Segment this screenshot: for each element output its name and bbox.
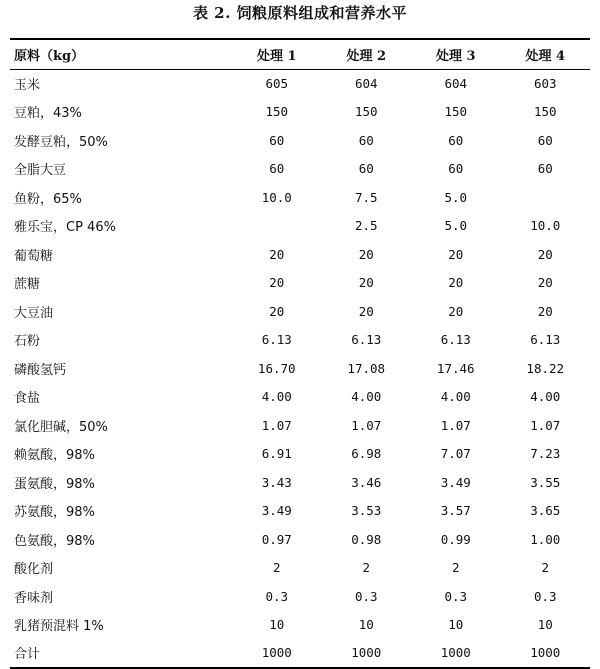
table-row xyxy=(10,126,590,155)
table-header xyxy=(10,39,590,69)
treatment-2-value: 4.00 xyxy=(351,389,382,405)
treatment-2-value: 0.98 xyxy=(351,531,382,547)
treatment-4-value: 18.22 xyxy=(526,360,565,376)
ingredient-name: 苏氨酸，98% xyxy=(14,505,95,521)
ingredient-name: 葡萄糖 xyxy=(14,248,54,264)
treatment-3-value: 20 xyxy=(448,303,464,319)
ingredient-name: 乳猪预混料 1% xyxy=(14,619,104,635)
table-row xyxy=(10,611,590,640)
header-row xyxy=(10,39,590,69)
treatment-3-value: 150 xyxy=(444,104,468,120)
table-row xyxy=(10,497,590,526)
table-row xyxy=(10,297,590,326)
treatment-4-value: 10.0 xyxy=(530,218,561,234)
treatment-1-value: 605 xyxy=(265,76,289,91)
treatment-4-value: 1000 xyxy=(501,639,591,668)
treatment-4-value: 7.23 xyxy=(530,446,561,462)
treatment-2-value: 7.5 xyxy=(354,189,378,205)
ingredient-name: 大豆油 xyxy=(14,305,54,321)
treatment-3-value: 604 xyxy=(444,76,468,91)
treatment-3-value: 6.13 xyxy=(440,332,471,348)
table-row xyxy=(10,440,590,469)
ingredient-name: 色氨酸，98% xyxy=(14,533,95,549)
header-treatment-4: 处理 4 xyxy=(501,39,591,69)
treatment-2-value: 20 xyxy=(358,275,374,291)
treatment-3-value: 7.07 xyxy=(440,446,471,462)
treatment-4-value: 1.07 xyxy=(530,417,561,433)
ingredient-name: 香味剂 xyxy=(14,590,54,606)
table-row xyxy=(10,183,590,212)
table-row xyxy=(10,354,590,383)
treatment-3-value: 0.3 xyxy=(444,588,468,604)
treatment-1-value: 3.49 xyxy=(261,503,292,519)
table-row xyxy=(10,69,590,98)
ingredient-name: 鱼粉，65% xyxy=(14,191,82,207)
ingredient-name: 赖氨酸，98% xyxy=(14,448,95,464)
ingredient-name: 发酵豆粕，50% xyxy=(14,134,108,150)
treatment-1-value: 16.70 xyxy=(257,360,296,376)
ingredient-name: 豆粕，43% xyxy=(14,106,82,122)
ingredient-name: 雅乐宝，CP 46% xyxy=(14,220,116,236)
treatment-4-value: 4.00 xyxy=(530,389,561,405)
treatment-1-value: 150 xyxy=(265,104,289,120)
treatment-4-value: 150 xyxy=(533,104,557,120)
treatment-2-value: 17.08 xyxy=(347,360,386,376)
treatment-3-value: 1000 xyxy=(411,639,501,668)
treatment-4-value: 60 xyxy=(537,132,553,148)
treatment-3-value: 3.49 xyxy=(440,474,471,490)
treatment-1-value: 6.91 xyxy=(261,446,292,462)
treatment-4-value: 1.00 xyxy=(530,531,561,547)
treatment-2-value: 60 xyxy=(358,132,374,148)
feed-composition-table xyxy=(10,38,590,669)
treatment-4-value: 60 xyxy=(537,161,553,177)
header-treatment-3: 处理 3 xyxy=(411,39,501,69)
treatment-3-value: 4.00 xyxy=(440,389,471,405)
treatment-1-value: 60 xyxy=(269,161,285,177)
table-body xyxy=(10,69,590,668)
treatment-1-value: 2 xyxy=(272,560,281,576)
table-row xyxy=(10,212,590,241)
table-row xyxy=(10,240,590,269)
ingredient-name: 氯化胆碱，50% xyxy=(14,419,108,435)
treatment-4-value: 20 xyxy=(537,275,553,291)
treatment-3-value: 0.99 xyxy=(440,531,471,547)
table-row xyxy=(10,468,590,497)
table-row xyxy=(10,411,590,440)
treatment-1-value: 6.13 xyxy=(261,332,292,348)
treatment-2-value: 0.3 xyxy=(354,588,378,604)
treatment-2-value: 20 xyxy=(358,246,374,262)
treatment-2-value: 6.13 xyxy=(351,332,382,348)
treatment-4-value: 3.55 xyxy=(530,474,561,490)
ingredient-name: 酸化剂 xyxy=(14,562,54,578)
treatment-3-value: 3.57 xyxy=(440,503,471,519)
treatment-2-value: 1.07 xyxy=(351,417,382,433)
treatment-4-value: 20 xyxy=(537,246,553,262)
treatment-3-value: 60 xyxy=(448,132,464,148)
table-row xyxy=(10,269,590,298)
treatment-1-value: 20 xyxy=(269,275,285,291)
treatment-1-value: 0.97 xyxy=(261,531,292,547)
treatment-2-value: 150 xyxy=(354,104,378,120)
treatment-3-value: 60 xyxy=(448,161,464,177)
treatment-2-value: 604 xyxy=(354,76,378,91)
table-row xyxy=(10,525,590,554)
treatment-3-value: 10 xyxy=(448,617,464,633)
table-row xyxy=(10,639,590,668)
treatment-2-value: 10 xyxy=(358,617,374,633)
treatment-4-value: 3.65 xyxy=(530,503,561,519)
treatment-2-value: 20 xyxy=(358,303,374,319)
treatment-3-value: 5.0 xyxy=(444,189,468,205)
table-row xyxy=(10,155,590,184)
ingredient-name: 食盐 xyxy=(14,391,41,407)
table-row xyxy=(10,383,590,412)
treatment-4-value: 6.13 xyxy=(530,332,561,348)
treatment-2-value: 3.46 xyxy=(351,474,382,490)
ingredient-name: 石粉 xyxy=(14,334,41,350)
treatment-3-value: 20 xyxy=(448,246,464,262)
treatment-1-value: 3.43 xyxy=(261,474,292,490)
header-ingredient: 原料（kg） xyxy=(10,39,232,69)
treatment-1-value: 20 xyxy=(269,303,285,319)
treatment-3-value: 2 xyxy=(451,560,460,576)
treatment-1-value: 60 xyxy=(269,132,285,148)
treatment-1-value: 0.3 xyxy=(265,588,289,604)
treatment-2-value: 6.98 xyxy=(351,446,382,462)
treatment-3-value: 1.07 xyxy=(440,417,471,433)
treatment-4-value: 10 xyxy=(537,617,553,633)
ingredient-name: 蔗糖 xyxy=(14,277,41,293)
treatment-1-value xyxy=(232,212,322,241)
treatment-1-value: 1000 xyxy=(232,639,322,668)
treatment-1-value: 10.0 xyxy=(261,189,292,205)
ingredient-name: 磷酸氢钙 xyxy=(14,362,67,378)
table-row xyxy=(10,326,590,355)
treatment-2-value: 1000 xyxy=(322,639,412,668)
header-treatment-2: 处理 2 xyxy=(322,39,412,69)
table-row xyxy=(10,554,590,583)
ingredient-name: 蛋氨酸，98% xyxy=(14,476,95,492)
ingredient-name: 合计 xyxy=(10,639,232,668)
treatment-2-value: 2 xyxy=(362,560,371,576)
treatment-1-value: 4.00 xyxy=(261,389,292,405)
ingredient-name: 全脂大豆 xyxy=(14,163,67,179)
table-title: 表 2. 饲粮原料组成和营养水平 xyxy=(192,4,408,22)
treatment-4-value: 0.3 xyxy=(533,588,557,604)
treatment-1-value: 1.07 xyxy=(261,417,292,433)
table-row xyxy=(10,98,590,127)
treatment-4-value: 603 xyxy=(533,76,557,91)
header-treatment-1: 处理 1 xyxy=(232,39,322,69)
treatment-3-value: 5.0 xyxy=(444,218,468,234)
treatment-1-value: 10 xyxy=(269,617,285,633)
table-row xyxy=(10,582,590,611)
treatment-3-value: 20 xyxy=(448,275,464,291)
treatment-2-value: 3.53 xyxy=(351,503,382,519)
treatment-4-value: 2 xyxy=(541,560,550,576)
treatment-4-value: 20 xyxy=(537,303,553,319)
treatment-4-value xyxy=(501,183,591,212)
ingredient-name: 玉米 xyxy=(14,78,41,93)
treatment-2-value: 60 xyxy=(358,161,374,177)
treatment-1-value: 20 xyxy=(269,246,285,262)
treatment-3-value: 17.46 xyxy=(436,360,475,376)
treatment-2-value: 2.5 xyxy=(354,218,378,234)
